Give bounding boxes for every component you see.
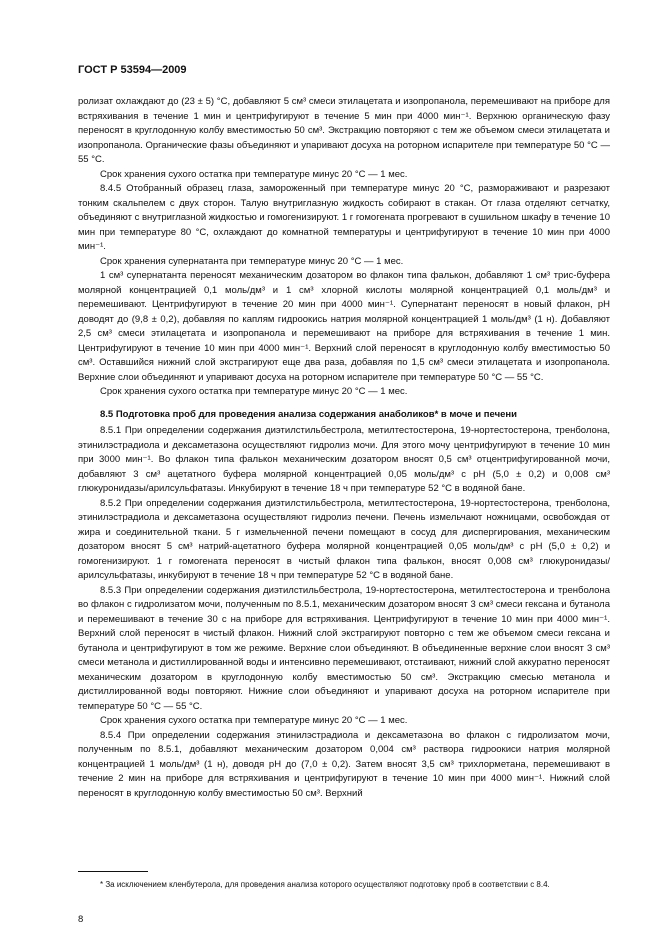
- paragraph: Срок хранения сухого остатка при температуре минус 20 °С — 1 мес.: [100, 168, 408, 180]
- section-heading: 8.5 Подготовка проб для проведения анализа содержания анаболиков* в моче и печени: [100, 408, 517, 420]
- document-body: [78, 95, 610, 801]
- page-number: 8: [78, 914, 84, 925]
- paragraph: 8.4.5 Отобранный образец глаза, замороженный при температуре минус 20 °С, размораживают и разрезают тонким скальпелем с двух сторон. Талую внутриглазную жидкость собирают в стакан. От глаза отделяют сетчатку, объединяют с внутриглазной жидкостью и гомогенизируют. 1 г гомогената прогревают в сушильном шкафу в течение 10 мин при температуре 80 °С, охлаждают до комнатной температуры и центрифугируют в течение 10 мин при 4000 мин⁻¹.: [78, 183, 610, 252]
- footnote-divider: [78, 871, 148, 872]
- document-header: ГОСТ Р 53594—2009: [78, 64, 187, 76]
- paragraph: 8.5.3 При определении содержания диэтилстильбестрола, 19-нортестостерона, метилтестостерона и тренболона во флакон с гидролизатом мочи, полученным по 8.5.1, механическим дозатором вносят 3 см³ смеси гексана и бутанола и перемешивают в течение 30 с на приборе для встряхивания. Центрифугируют в течение 10 мин при 4000 мин⁻¹. Верхний слой переносят в чистый флакон. Нижний слой экстрагируют повторно с тем же объемом смеси гексана и бутанола и центрифугируют в том же режиме. Верхние слои объединяют. В объединенные верхние слои вносят 3 см³ смеси метанола и дистиллированной воды и интенсивно перемешивают, отстаивают, нижний слой аккуратно переносят механическим дозатором в круглодонную колбу вместимостью 50 см³. Экстракцию смесью метанола и дистиллированной воды повторяют. Нижние слои объединяют и упаривают досуха на роторном испарителе при температуре 50 °С — 55 °С.: [78, 584, 610, 712]
- paragraph: 8.5.2 При определении содержания диэтилстильбестрола, метилтестостерона, 19-нортестостерона, тренболона, этинилэстрадиола и дексаметазона осуществляют гидролиз печени. Печень измельчают ножницами, освобождая от жира и соединительной ткани. 5 г измельченной печени помещают в сосуд для диспергирования, механическим дозатором вносят 5 см³ натрий-ацетатного буфера молярной концентрацией 0,05 моль/дм³ с рН (5,0 ± 0,2) и гомогенизируют. 1 г гомогената переносят в чистый флакон типа фалькон, вносят 0,008 см³ глюкуронидазы/арилсульфатазы, инкубируют в течение 18 ч при температуре 52 °С в водяной бане.: [78, 497, 610, 581]
- footnote: * За исключением кленбутерола, для проведения анализа которого осуществляют подготовку проб в соответствии с 8.4.: [100, 880, 550, 889]
- paragraph: Срок хранения сухого остатка при температуре минус 20 °С — 1 мес.: [100, 715, 408, 726]
- paragraph: Срок хранения супернатанта при температуре минус 20 °С — 1 мес.: [100, 255, 404, 267]
- paragraph: ролизат охлаждают до (23 ± 5) °С, добавляют 5 см³ смеси этилацетата и изопропанола, перемешивают на приборе для встряхивания в течение 1 мин и центрифугируют в течение 5 мин при 4000 мин⁻¹. Верхнюю органическую фазу переносят в круглодонную колбу вместимостью 50 см³. Экстракцию повторяют с тем же объемом смеси этилацетата и изопропанола. Органические фазы объединяют и упаривают досуха на роторном испарителе при температуре 50 °С — 55 °С.: [78, 96, 610, 165]
- paragraph: 1 см³ супернатанта переносят механическим дозатором во флакон типа фалькон, добавляют 1 см³ трис-буфера молярной концентрацией 0,1 моль/дм³ и 1 см³ хлорной кислоты молярной концентрацией 0,1 моль/дм³ и перемешивают. Центрифугируют в течение 20 мин при 4000 мин⁻¹. Супернатант переносят в новый флакон, рН доводят до (9,8 ± 0,2), добавляя по каплям гидроокись натрия молярной концентрацией 1 моль/дм³ (1 н). Добавляют 2,5 см³ смеси этилацетата и изопропанола и перемешивают на приборе для встряхивания в течение 1 мин. Центрифугируют в течение 10 мин при 4000 мин⁻¹. Верхний слой переносят в круглодонную колбу вместимостью 50 см³. Оставшийся нижний слой экстрагируют еще два раза, добавляя по 1,5 см³ смеси этилацетата и изопропанола. Верхние слои объединяют и упаривают досуха на роторном испарителе при температуре 50 °С — 55 °С.: [78, 270, 610, 383]
- paragraph: Срок хранения сухого остатка при температуре минус 20 °С — 1 мес.: [100, 386, 408, 397]
- paragraph: 8.5.1 При определении содержания диэтилстильбестрола, метилтестостерона, 19-нортестостерона, тренболона, этинилэстрадиола и дексаметазона осуществляют гидролиз мочи. Для этого мочу центрифугируют в течение 10 мин при 3000 мин⁻¹. Во флакон типа фалькон механическим дозатором вносят 0,5 см³ отцентрифугированной мочи, добавляют 3 см³ ацетатного буфера молярной концентрацией 0,05 моль/дм³ с рН (5,0 ± 0,2) и 0,008 см³ глюкуронидазы/арилсульфатазы. Инкубируют в течение 18 ч при температуре 52 °С в водяной бане.: [78, 425, 610, 494]
- paragraph: 8.5.4 При определении содержания этинилэстрадиола и дексаметазона во флакон с гидролизатом мочи, полученным по 8.5.1, добавляют механическим дозатором 0,004 см³ раствора гидроокиси натрия молярной концентрацией 1 моль/дм³ (1 н), доводя рН до (7,0 ± 0,2). Затем вносят 3,5 см³ трихлорметана, перемешивают в течение 2 мин на приборе для встряхивания и центрифугируют в течение 10 мин при 4000 мин⁻¹. Нижний слой переносят в круглодонную колбу вместимостью 50 см³. Верхний: [78, 729, 610, 799]
